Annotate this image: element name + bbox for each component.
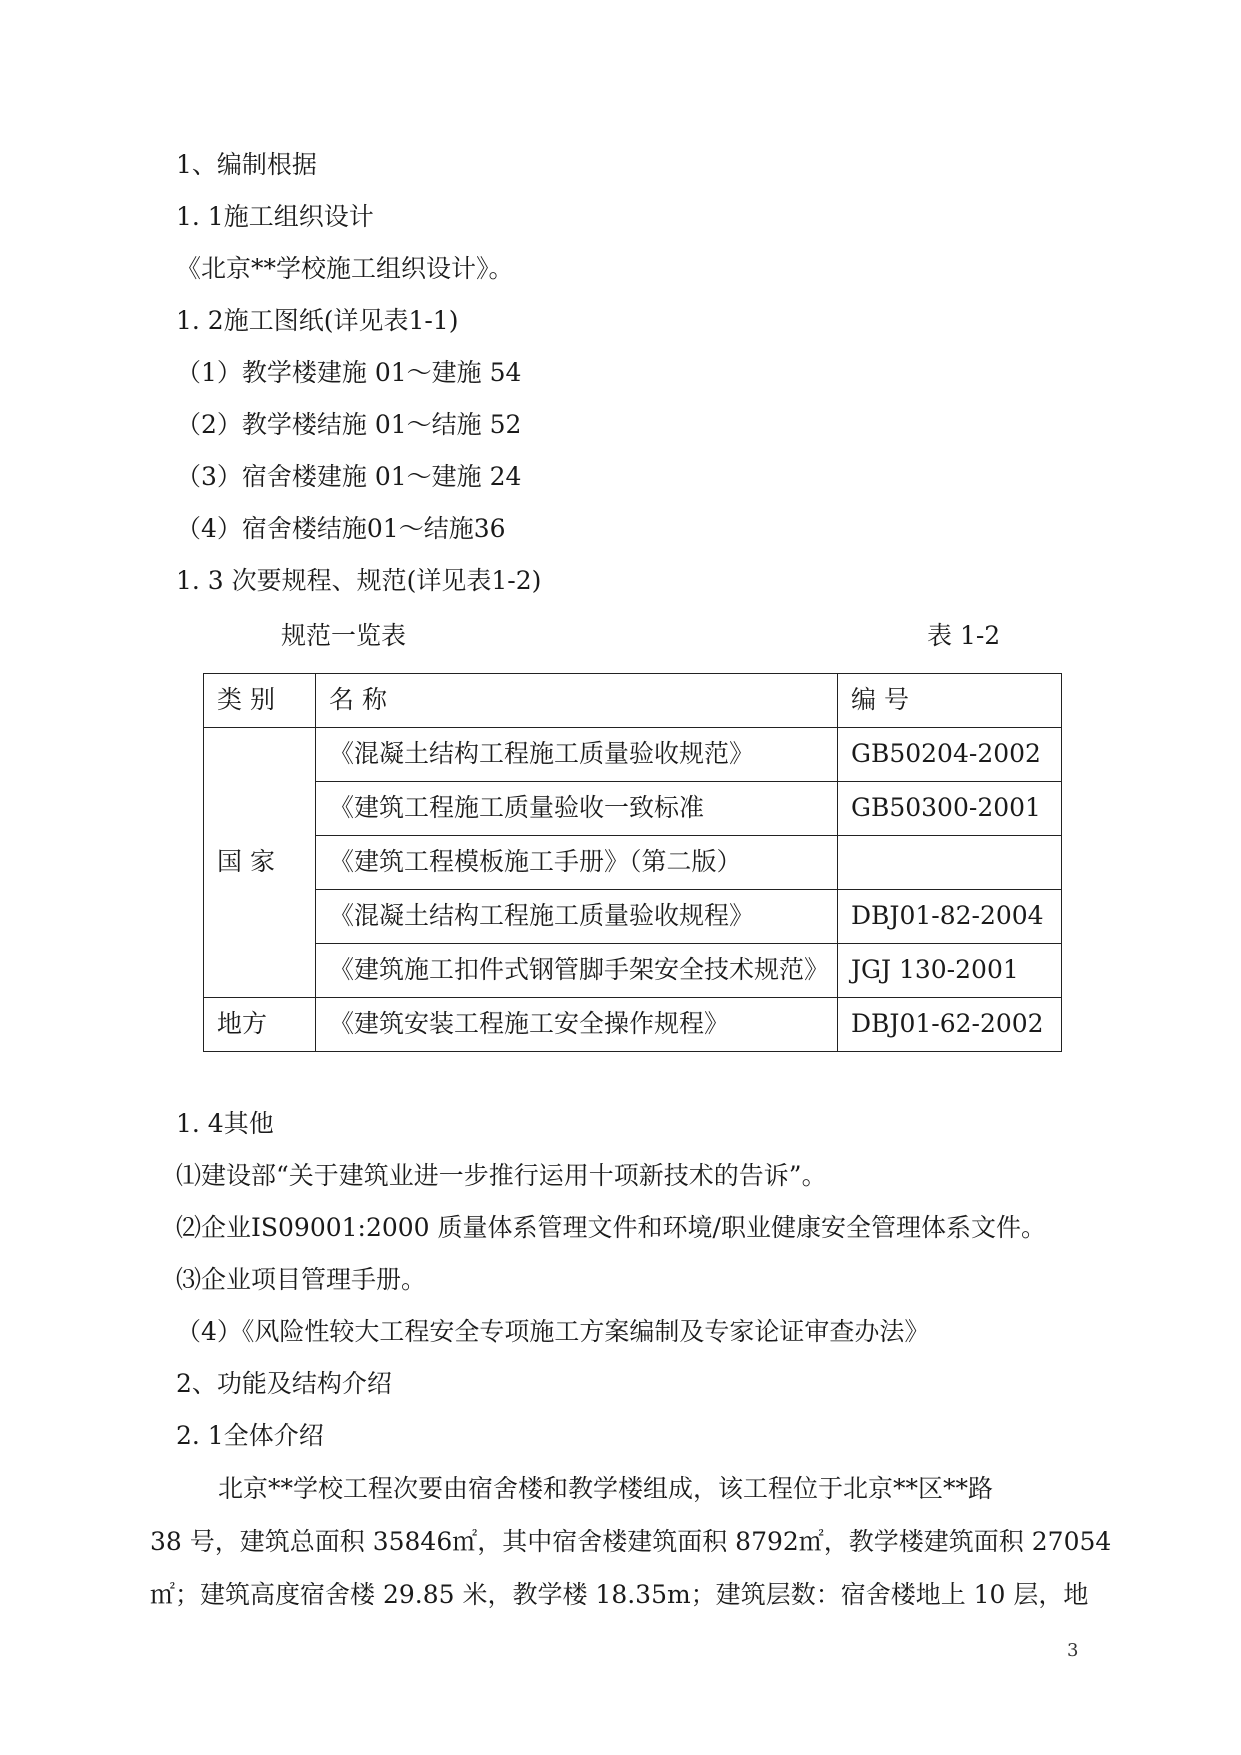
header-name: 名 称 — [316, 674, 838, 728]
table-row — [204, 944, 1062, 998]
table-row — [204, 836, 1062, 890]
spec-table — [203, 673, 1062, 1052]
spec-code — [838, 836, 1062, 890]
table-row — [204, 782, 1062, 836]
paragraph-1-1: 《北京**学校施工组织设计》。 — [176, 254, 514, 283]
other-item-3: ⑶企业项目管理手册。 — [176, 1265, 427, 1294]
spec-name: 《建筑施工扣件式钢管脚手架安全技术规范》 — [316, 944, 838, 998]
body-paragraph-line-3: ㎡；建筑高度宿舍楼 29.85 米，教学楼 18.35m；建筑层数：宿舍楼地上 10 层，地 — [150, 1580, 1089, 1609]
spec-code: DBJ01-62-2002 — [838, 998, 1062, 1052]
body-paragraph-line-1: 北京**学校工程次要由宿舍楼和教学楼组成，该工程位于北京**区**路 — [218, 1474, 994, 1503]
drawing-item-2: （2）教学楼结施 01～结施 52 — [176, 410, 522, 439]
header-code: 编 号 — [838, 674, 1062, 728]
spec-name: 《混凝土结构工程施工质量验收规程》 — [316, 890, 838, 944]
heading-2: 2、功能及结构介绍 — [176, 1369, 392, 1398]
spec-name: 《建筑工程模板施工手册》（第二版） — [316, 836, 838, 890]
drawing-item-4: （4）宿舍楼结施01～结施36 — [176, 514, 506, 543]
drawing-item-1: （1）教学楼建施 01～建施 54 — [176, 358, 522, 387]
heading-1-4: 1. 4其他 — [176, 1109, 274, 1138]
heading-1-3: 1. 3 次要规程、规范(详见表1-2) — [176, 566, 542, 595]
category-local: 地方 — [204, 998, 316, 1052]
spec-code: GB50204-2002 — [838, 728, 1062, 782]
body-paragraph-line-2: 38 号，建筑总面积 35846㎡，其中宿舍楼建筑面积 8792㎡，教学楼建筑面积 27054 — [150, 1527, 1112, 1556]
other-item-2: ⑵企业IS09001:2000 质量体系管理文件和环境/职业健康安全管理体系文件。 — [176, 1213, 1046, 1242]
spec-code: DBJ01-82-2004 — [838, 890, 1062, 944]
heading-2-1: 2. 1全体介绍 — [176, 1421, 324, 1450]
drawing-item-3: （3）宿舍楼建施 01～建施 24 — [176, 462, 522, 491]
spec-name: 《建筑安装工程施工安全操作规程》 — [316, 998, 838, 1052]
header-category: 类 别 — [204, 674, 316, 728]
category-national: 国 家 — [204, 728, 316, 998]
heading-1-1: 1. 1施工组织设计 — [176, 202, 374, 231]
other-item-1: ⑴建设部“关于建筑业进一步推行运用十项新技术的告诉”。 — [176, 1161, 827, 1190]
table-header-row — [204, 674, 1062, 728]
other-item-4: （4）《风险性较大工程安全专项施工方案编制及专家论证审查办法》 — [176, 1317, 930, 1346]
heading-1-2: 1. 2施工图纸(详见表1-1) — [176, 306, 459, 335]
table-number: 表 1-2 — [927, 621, 1001, 650]
table-row — [204, 728, 1062, 782]
spec-code: JGJ 130-2001 — [838, 944, 1062, 998]
table-row — [204, 890, 1062, 944]
spec-code: GB50300-2001 — [838, 782, 1062, 836]
spec-name: 《建筑工程施工质量验收一致标准 — [316, 782, 838, 836]
spec-name: 《混凝土结构工程施工质量验收规范》 — [316, 728, 838, 782]
table-row — [204, 998, 1062, 1052]
heading-1: 1、编制根据 — [176, 150, 317, 179]
page-number: 3 — [1067, 1640, 1079, 1661]
table-title: 规范一览表 — [281, 621, 407, 650]
